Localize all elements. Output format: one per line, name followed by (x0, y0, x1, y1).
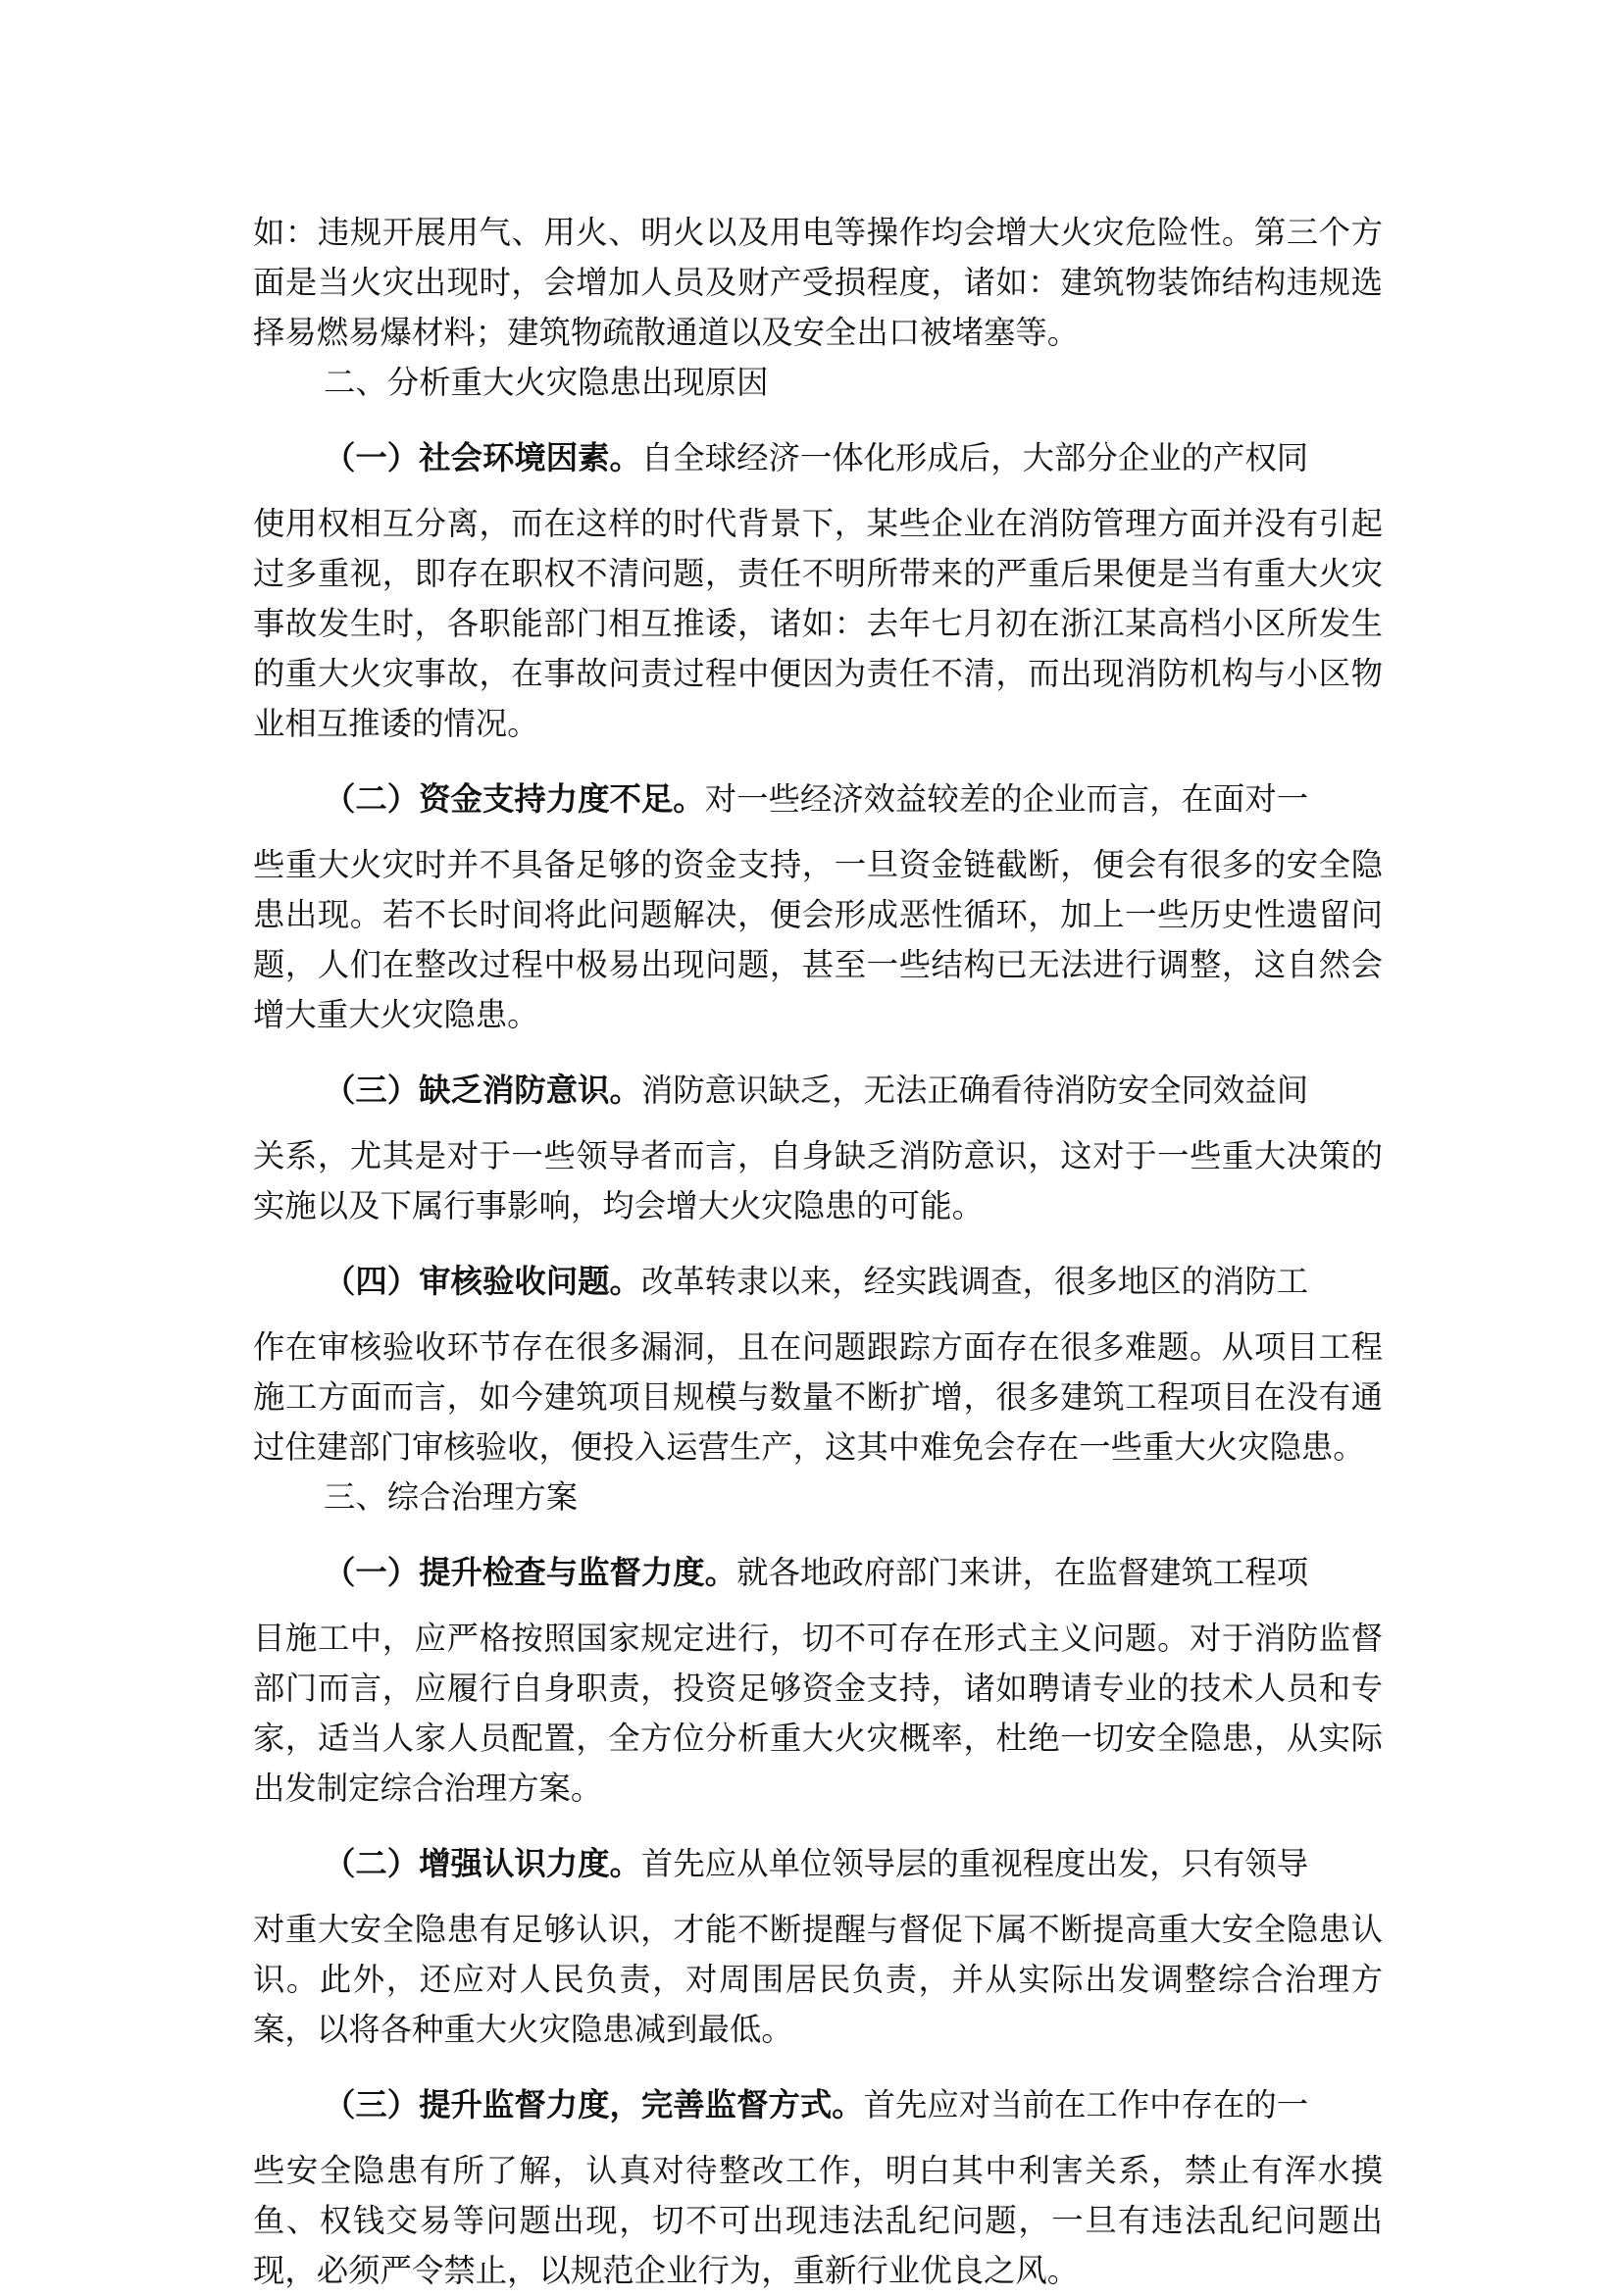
item-lead-text: 首先应从单位领导层的重视程度出发，只有领导 (640, 1845, 1309, 1882)
document-page (253, 208, 1383, 2296)
item-title: （三）缺乏消防意识。 (324, 1072, 641, 1109)
item-body: 关系，尤其是对于一些领导者而言，自身缺乏消防意识，这对于一些重大决策的实施以及下属行事影响，均会增大火灾隐患的可能。 (253, 1137, 1383, 1224)
item-lead-line (253, 1548, 1383, 1598)
item-lead-line (253, 774, 1383, 824)
item-lead-text: 首先应对当前在工作中存在的一 (863, 2086, 1309, 2123)
item-title: （一）提升检查与监督力度。 (324, 1554, 737, 1591)
item-lead-text: 自全球经济一体化形成后，大部分企业的产权同 (640, 439, 1309, 476)
item-lead-text: 改革转隶以来，经实践调查，很多地区的消防工 (640, 1263, 1309, 1300)
item-lead-line (253, 2080, 1383, 2130)
item-title: （三）提升监督力度，完善监督方式。 (324, 2086, 864, 2123)
section-2-heading: 二、分析重大火灾隐患出现原因 (324, 364, 769, 401)
section-2-item-1 (253, 433, 1383, 749)
item-title: （二）资金支持力度不足。 (324, 780, 705, 818)
section-3-item-1 (253, 1548, 1383, 1814)
item-lead-text: 对一些经济效益较差的企业而言，在面对一 (704, 780, 1309, 818)
item-lead-line (253, 1257, 1383, 1307)
item-lead-line (253, 1066, 1383, 1116)
item-lead-text: 就各地政府部门来讲，在监督建筑工程项 (736, 1554, 1309, 1591)
section-3-heading: 三、综合治理方案 (324, 1478, 579, 1516)
section-3-item-3 (253, 2080, 1383, 2296)
intro-paragraph: 如：违规开展用气、用火、明火以及用电等操作均会增大火灾危险性。第三个方面是当火灾出现时，会增加人员及财产受损程度，诸如：建筑物装饰结构违规选择易燃易爆材料；建筑物疏散通道以及安全出口被堵塞等。 (253, 214, 1383, 351)
item-title: （二）增强认识力度。 (324, 1845, 641, 1882)
item-body: 目施工中，应严格按照国家规定进行，切不可存在形式主义问题。对于消防监督部门而言，应履行自身职责，投资足够资金支持，诸如聘请专业的技术人员和专家，适当人家人员配置，全方位分析重大火灾概率，杜绝一切安全隐患，从实际出发制定综合治理方案。 (253, 1620, 1383, 1807)
item-body: 作在审核验收环节存在很多漏洞，且在问题跟踪方面存在很多难题。从项目工程施工方面而言，如今建筑项目规模与数量不断扩增，很多建筑工程项目在没有通过住建部门审核验收，便投入运营生产，这其中难免会存在一些重大火灾隐患。 (253, 1328, 1383, 1466)
item-body: 些重大火灾时并不具备足够的资金支持，一旦资金链截断，便会有很多的安全隐患出现。若不长时间将此问题解决，便会形成恶性循环，加上一些历史性遗留问题，人们在整改过程中极易出现问题，甚至一些结构已无法进行调整，这自然会增大重大火灾隐患。 (253, 846, 1383, 1033)
item-title: （四）审核验收问题。 (324, 1263, 641, 1300)
item-body: 使用权相互分离，而在这样的时代背景下，某些企业在消防管理方面并没有引起过多重视，即存在职权不清问题，责任不明所带来的严重后果便是当有重大火灾事故发生时，各职能部门相互推诿，诸如：去年七月初在浙江某高档小区所发生的重大火灾事故，在事故问责过程中便因为责任不清，而出现消防机构与小区物业相互推诿的情况。 (253, 505, 1383, 742)
section-2-item-4 (253, 1257, 1383, 1472)
section-2-item-2 (253, 774, 1383, 1040)
section-3-item-2 (253, 1839, 1383, 2055)
item-body: 对重大安全隐患有足够认识，才能不断提醒与督促下属不断提高重大安全隐患认识。此外，还应对人民负责，对周围居民负责，并从实际出发调整综合治理方案，以将各种重大火灾隐患减到最低。 (253, 1911, 1383, 2048)
item-lead-text: 消防意识缺乏，无法正确看待消防安全同效益间 (640, 1072, 1309, 1109)
item-title: （一）社会环境因素。 (324, 439, 641, 476)
item-body: 些安全隐患有所了解，认真对待整改工作，明白其中利害关系，禁止有浑水摸鱼、权钱交易等问题出现，切不可出现违法乱纪问题，一旦有违法乱纪问题出现，必须严令禁止，以规范企业行为，重新行业优良之风。 (253, 2152, 1383, 2289)
item-lead-line (253, 433, 1383, 483)
section-2-item-3 (253, 1066, 1383, 1231)
item-lead-line (253, 1839, 1383, 1889)
